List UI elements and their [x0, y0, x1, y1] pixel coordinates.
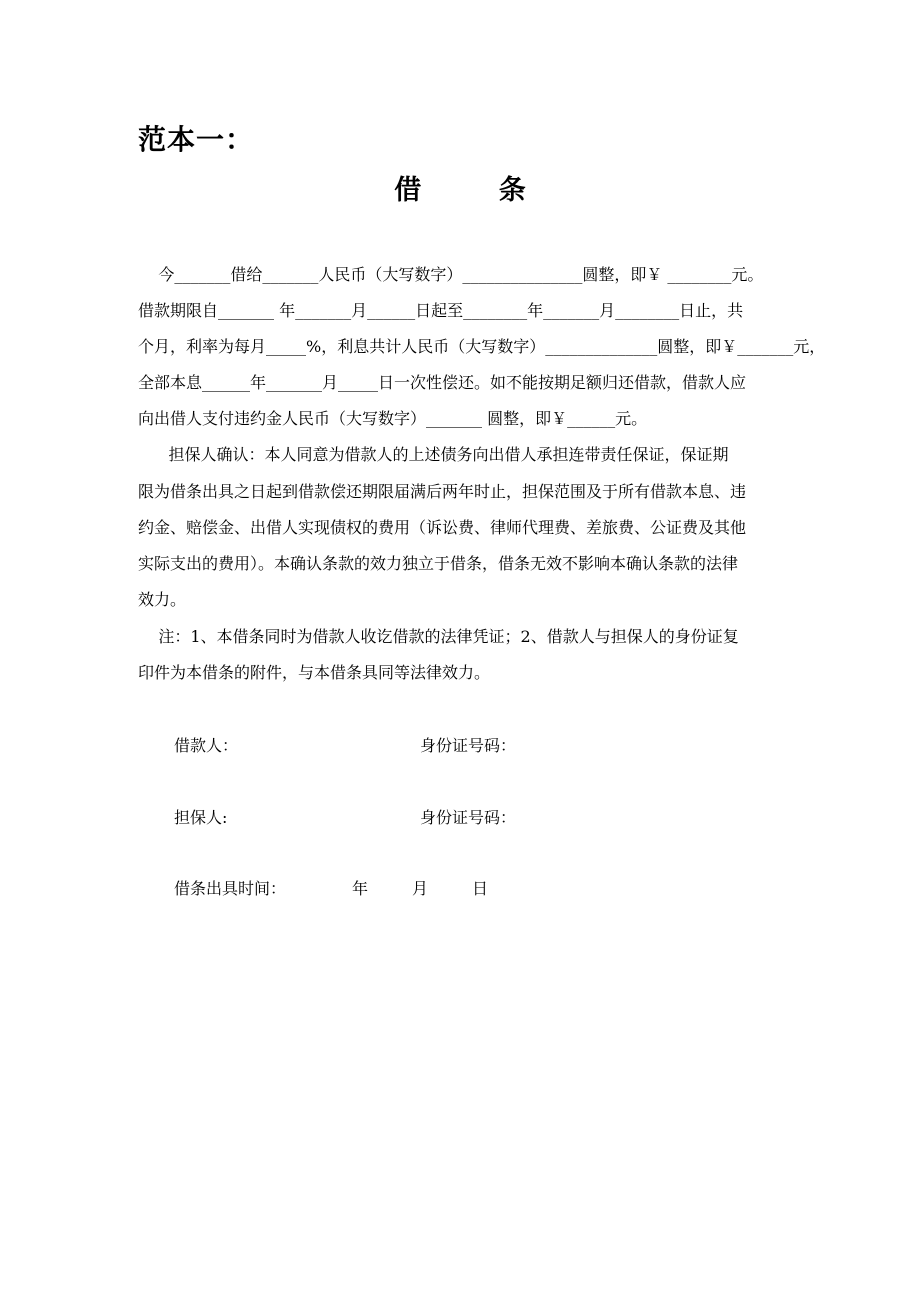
- note-line-1: 注：1、本借条同时为借款人收讫借款的法律凭证；2、借款人与担保人的身份证复: [138, 627, 739, 646]
- issue-date-month: 月: [412, 879, 429, 898]
- document-title: 借 条: [394, 175, 560, 206]
- issue-date-day: 日: [472, 879, 489, 898]
- body-line-2: 借款期限自_______ 年_______月______日起至________年_______月________日止，共: [138, 301, 744, 320]
- body-line-3: 个月，利率为每月_____%，利息共计人民币（大写数字）______________圆整，即￥_______元，: [138, 337, 826, 356]
- issue-date-year: 年: [352, 879, 369, 898]
- body-line-4: 全部本息______年_______月_____日一次性偿还。如不能按期足额归还借款，借款人应: [138, 373, 747, 392]
- guarantor-label: 担保人:: [174, 808, 228, 827]
- document-heading: 范本一：: [138, 123, 255, 156]
- borrower-label: 借款人：: [174, 736, 239, 755]
- guarantee-line-4: 实际支出的费用）。本确认条款的效力独立于借条，借条无效不影响本确认条款的法律: [138, 554, 739, 573]
- body-line-1: 今_______借给_______人民币（大写数字）_______________圆整，即￥ ________元。: [138, 265, 764, 284]
- borrower-id-label: 身份证号码：: [420, 736, 517, 755]
- body-line-5: 向出借人支付违约金人民币（大写数字）_______ 圆整，即￥______元。: [138, 409, 648, 428]
- guarantee-line-5: 效力。: [138, 590, 187, 609]
- guarantor-id-label: 身份证号码：: [420, 808, 517, 827]
- guarantee-line-2: 限为借条出具之日起到借款偿还期限届满后两年时止，担保范围及于所有借款本息、违: [138, 482, 747, 501]
- note-line-2: 印件为本借条的附件，与本借条具同等法律效力。: [138, 663, 491, 682]
- issue-date-label: 借条出具时间：: [174, 879, 287, 898]
- guarantee-line-1: 担保人确认：本人同意为借款人的上述债务向出借人承担连带责任保证，保证期: [138, 445, 729, 464]
- guarantee-line-3: 约金、赔偿金、出借人实现债权的费用（诉讼费、律师代理费、差旅费、公证费及其他: [138, 518, 747, 537]
